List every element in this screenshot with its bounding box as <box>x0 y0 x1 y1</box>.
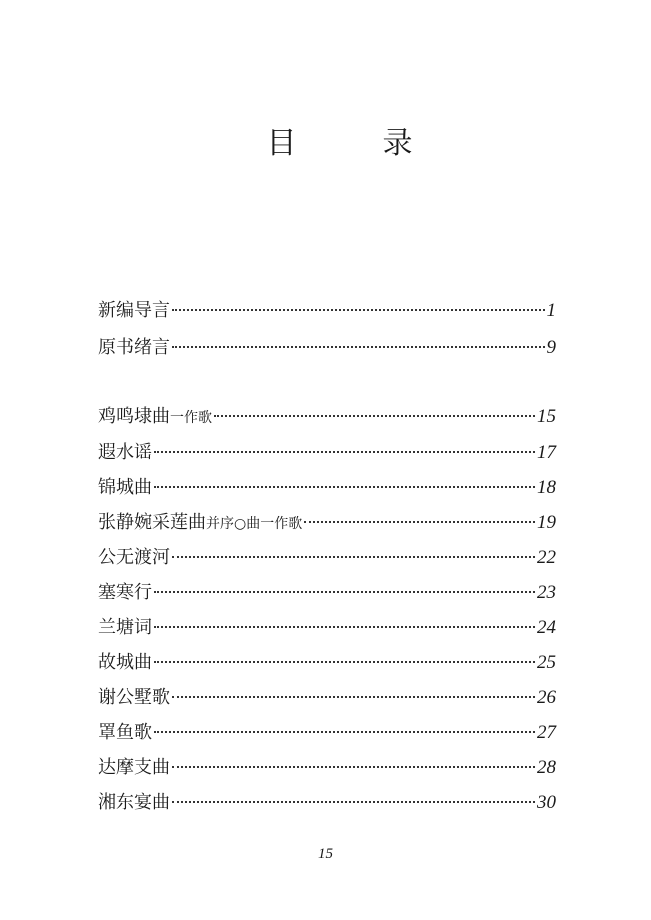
toc-entry-title: 鸡鸣埭曲 <box>98 406 170 427</box>
toc-entry-title: 原书绪言 <box>98 337 170 358</box>
toc-entry-page: 18 <box>537 477 556 498</box>
toc-entry-page: 22 <box>537 547 556 568</box>
toc-entry <box>98 543 556 571</box>
toc-entry-title: 罩鱼歌 <box>98 722 152 743</box>
toc-entry-page: 1 <box>546 300 556 321</box>
dot-leader <box>154 591 535 593</box>
dot-leader <box>172 346 545 348</box>
dot-leader <box>154 486 535 488</box>
toc-entry <box>98 296 556 324</box>
toc-entry <box>98 333 556 361</box>
toc-entry-page: 9 <box>546 337 556 358</box>
toc-entry-note: 并序○曲一作歌 <box>206 516 303 532</box>
dot-leader <box>172 766 535 768</box>
dot-leader <box>154 731 535 733</box>
toc-entry <box>98 718 556 746</box>
toc-entry-title: 达摩支曲 <box>98 757 170 778</box>
toc-entry-page: 28 <box>537 757 556 778</box>
dot-leader <box>154 661 535 663</box>
toc-entry <box>98 753 556 781</box>
toc-entry-page: 30 <box>537 792 556 813</box>
dot-leader <box>214 415 535 417</box>
toc-entry-title: 塞寒行 <box>98 582 152 603</box>
toc-entry <box>98 578 556 606</box>
toc-entry-title: 公无渡河 <box>98 547 170 568</box>
toc-entry-page: 15 <box>537 406 556 427</box>
dot-leader <box>172 309 545 311</box>
toc-entry <box>98 438 556 466</box>
toc-entry <box>98 508 556 536</box>
dot-leader <box>172 801 535 803</box>
dot-leader <box>154 451 535 453</box>
toc-entry-page: 19 <box>537 512 556 533</box>
toc-entry <box>98 788 556 816</box>
toc-entry <box>98 648 556 676</box>
toc-entry-page: 26 <box>537 687 556 708</box>
toc-entry-title: 张静婉采莲曲 <box>98 512 206 533</box>
toc-entry-page: 23 <box>537 582 556 603</box>
page-title: 目 录 <box>266 126 441 161</box>
toc-entry <box>98 473 556 501</box>
toc-entry <box>98 613 556 641</box>
toc-entry-title: 故城曲 <box>98 652 152 673</box>
dot-leader <box>172 556 535 558</box>
toc-entry-title: 谢公墅歌 <box>98 687 170 708</box>
toc-entry-title: 湘东宴曲 <box>98 792 170 813</box>
toc-entry <box>98 683 556 711</box>
toc-entry-title: 遐水谣 <box>98 442 152 463</box>
toc-entry-page: 25 <box>537 652 556 673</box>
toc-entry <box>98 402 556 430</box>
toc-entry-title: 兰塘词 <box>98 617 152 638</box>
toc-entry-page: 27 <box>537 722 556 743</box>
dot-leader <box>304 521 535 523</box>
dot-leader <box>172 696 535 698</box>
toc-entry-title: 新编导言 <box>98 300 170 321</box>
toc-entry-note: 一作歌 <box>170 410 212 426</box>
toc-entry-page: 17 <box>537 442 556 463</box>
dot-leader <box>154 626 535 628</box>
page-number: 15 <box>318 846 333 862</box>
toc-entry-page: 24 <box>537 617 556 638</box>
toc-entry-title: 锦城曲 <box>98 477 152 498</box>
